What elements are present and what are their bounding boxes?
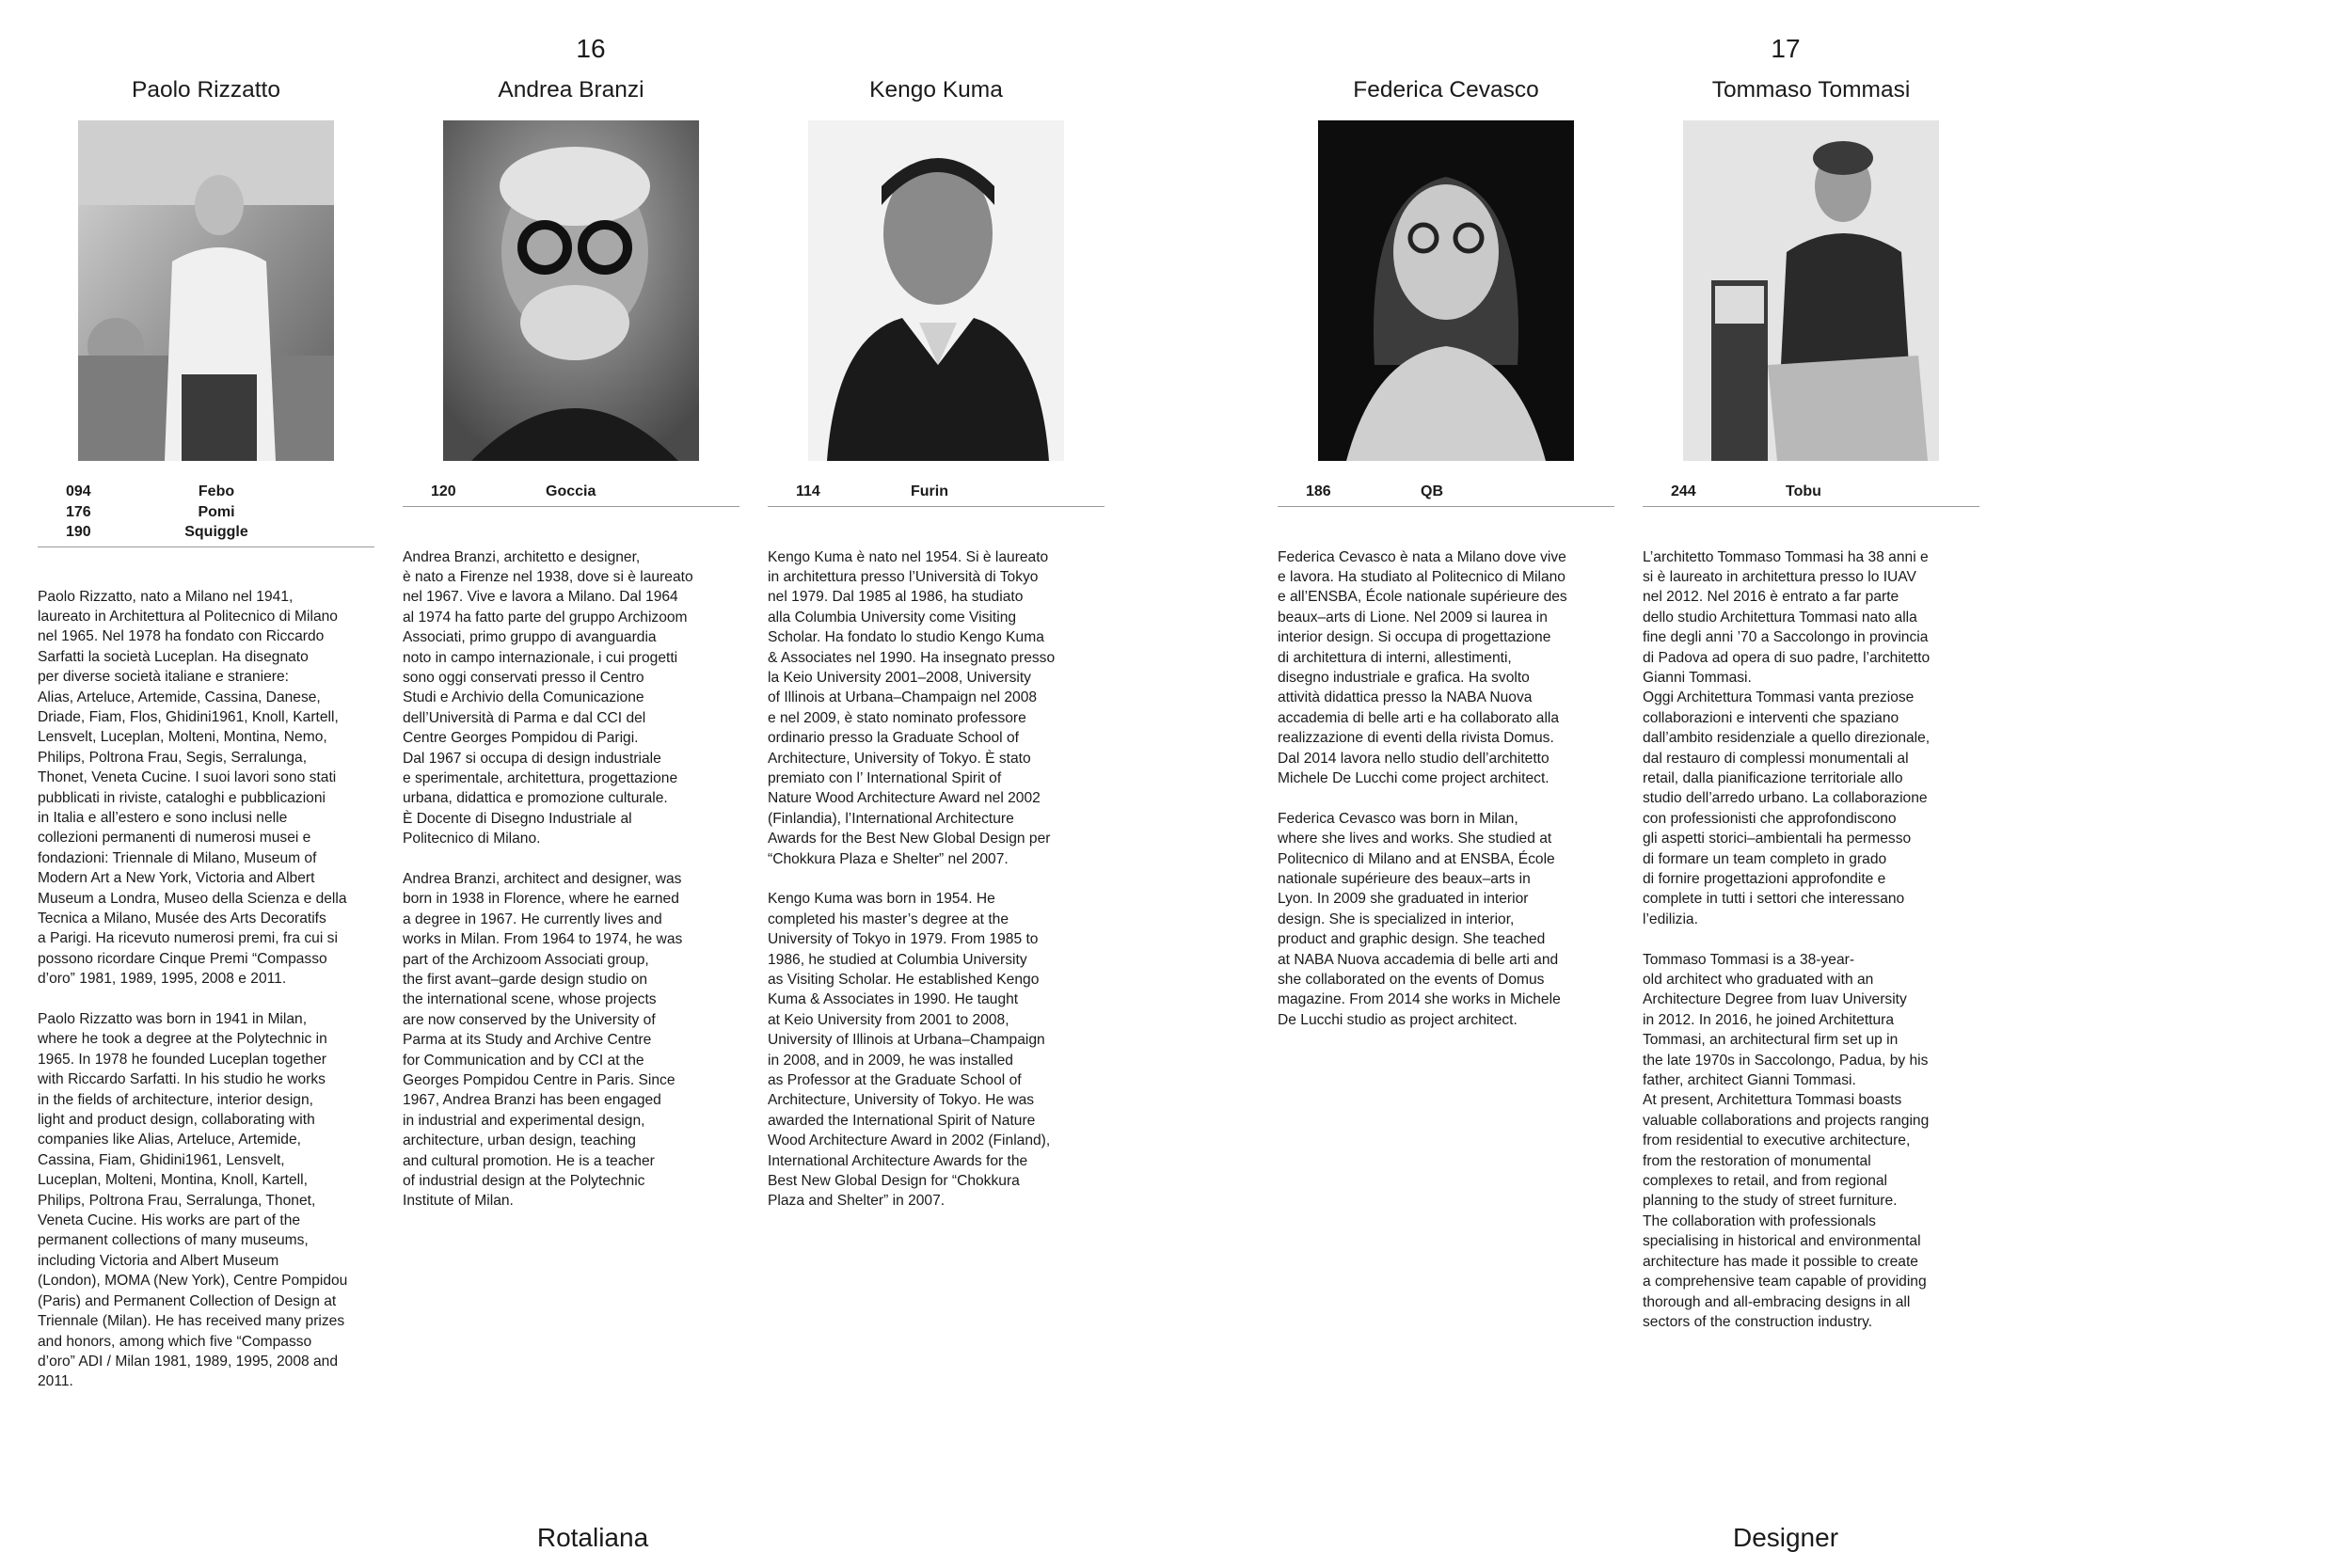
designer-portrait xyxy=(443,120,699,461)
designer-bio xyxy=(1278,547,1614,1031)
product-code: 176 xyxy=(66,503,91,520)
product-name: Goccia xyxy=(546,483,596,499)
product-name: Pomi xyxy=(198,503,235,520)
designer-column-cevasco xyxy=(1278,73,1614,1051)
designer-column-kuma xyxy=(768,73,1104,1231)
designer-bio xyxy=(768,547,1104,1212)
product-row xyxy=(38,522,374,543)
designer-column-branzi xyxy=(403,73,739,1231)
product-name: Furin xyxy=(911,483,948,499)
page-number-right: 17 xyxy=(1771,34,1801,63)
product-list xyxy=(38,482,374,547)
designer-bio xyxy=(38,587,374,1392)
bio-english: Andrea Branzi, architect and designer, was born in 1938 in Florence, where he earned a degree in 1967. He currently lives and works in Milan. From 1964 to 1974, he was part of the Archizoom Associati group, the first avant–garde design studio on the international scene, whose projects are now conserved by the University of Parma at its Study and Archive Centre for Communication and by CCI at the Georges Pompidou Centre in Paris. Since 1967, Andrea Branzi has been engaged in industrial and experimental design, architecture, urban design, teaching and cultural promotion. He is a teacher of industrial design at the Polytechnic Institute of Milan. xyxy=(403,870,683,1210)
product-row xyxy=(1278,482,1614,502)
product-row xyxy=(1643,482,1979,502)
product-code: 094 xyxy=(66,483,91,499)
designer-column-rizzatto xyxy=(38,73,374,1412)
footer-brand: Rotaliana xyxy=(536,1523,649,1552)
designer-portrait xyxy=(808,120,1064,461)
product-code: 120 xyxy=(431,483,456,499)
product-name: Squiggle xyxy=(184,524,248,540)
bio-italian: Paolo Rizzatto, nato a Milano nel 1941, laureato in Architettura al Politecnico di Milano nel 1965. Nel 1978 ha fondato con Riccardo Sarfatti la società Luceplan. Ha disegnato per diverse società italiane e straniere: Alias, Arteluce, Artemide, Cassina, Danese, Driade, Fiam, Flos, Ghidini1961, Knoll, Kartell, Lensvelt, Luceplan, Molteni, Montina, Nemo, Philips, Poltrona Frau, Segis, Serralunga, Thonet, Veneta Cucine. I suoi lavori sono stati pubblicati in riviste, cataloghi e pubblicazioni in Italia e all’estero e sono inclusi nelle collezioni permanenti di numerosi musei e fondazioni: Triennale di Milano, Museum of Modern Art a New York, Victoria and Albert Museum a Londra, Museo della Scienza e della Tecnica a Milano, Musée des Arts Decoratifs a Parigi. Ha ricevuto numerosi premi, fra cui si possono ricordare Cinque Premi “Compasso d’oro” 1981, 1989, 1995, 2008 e 2011. xyxy=(38,588,347,988)
bio-italian: Kengo Kuma è nato nel 1954. Si è laureato in architettura presso l’Università di Tokyo nel 1979. Dal 1985 al 1986, ha studiato alla Columbia University come Visiting Scholar. Ha fondato lo studio Kengo Kuma & Associates nel 1990. Ha insegnato presso la Keio University 2001–2008, University of Illinois at Urbana–Champaign nel 2008 e nel 2009, è stato nominato professore ordinario presso la Graduate School of Architecture, University of Tokyo. È stato premiato con l’ International Spirit of Nature Wood Architecture Award nel 2002 (Finlandia), l’International Architecture Awards for the Best New Global Design per “Chokkura Plaza e Shelter” nel 2007. xyxy=(768,548,1056,867)
bio-english: Kengo Kuma was born in 1954. He completed his master’s degree at the University of Tokyo in 1979. From 1985 to 1986, he studied at Columbia University as Visiting Scholar. He established Kengo Kuma & Associates in 1990. He taught at Keio University from 2001 to 2008, University of Illinois at Urbana–Champaign in 2008, and in 2009, he was installed as Professor at the Graduate School of Architecture, University of Tokyo. He was awarded the International Spirit of Nature Wood Architecture Award in 2002 (Finland), International Architecture Awards for the Best New Global Design for “Chokkura Plaza and Shelter” in 2007. xyxy=(768,891,1051,1210)
designer-name: Tommaso Tommasi xyxy=(1711,77,1911,103)
product-row xyxy=(38,482,374,502)
product-list xyxy=(1643,482,1979,507)
designer-bio xyxy=(403,547,739,1212)
page-number-left: 16 xyxy=(576,34,606,63)
product-list xyxy=(768,482,1104,507)
product-code: 244 xyxy=(1671,483,1696,499)
product-row xyxy=(768,482,1104,502)
designer-name: Kengo Kuma xyxy=(869,77,1003,103)
designer-name: Paolo Rizzatto xyxy=(132,77,280,103)
designer-bio xyxy=(1643,547,1979,1333)
footer-section: Designer xyxy=(1732,1523,1839,1552)
product-code: 190 xyxy=(66,524,91,540)
designer-name: Federica Cevasco xyxy=(1353,77,1539,103)
product-list xyxy=(1278,482,1614,507)
designer-column-tommasi xyxy=(1643,73,1979,1353)
product-row xyxy=(38,502,374,523)
product-code: 186 xyxy=(1306,483,1331,499)
designer-portrait xyxy=(1318,120,1574,461)
product-name: Tobu xyxy=(1786,483,1821,499)
product-row xyxy=(403,482,739,502)
product-name: Febo xyxy=(198,483,235,499)
bio-italian: Andrea Branzi, architetto e designer, è nato a Firenze nel 1938, dove si è laureato nel 1967. Vive e lavora a Milano. Dal 1964 al 1974 ha fatto parte del gruppo Archizoom Associati, primo gruppo di avanguardia noto in campo internazionale, i cui progetti sono oggi conservati presso il Centro Studi e Archivio della Comunicazione dell’Università di Parma e dal CCI del Centre Georges Pompidou di Parigi. Dal 1967 si occupa di design industriale e sperimentale, architettura, progettazione urbana, didattica e promozione culturale. È Docente di Disegno Industriale al Politecnico di Milano. xyxy=(403,548,693,847)
product-name: QB xyxy=(1421,483,1443,499)
designer-name: Andrea Branzi xyxy=(498,77,644,103)
designer-portrait xyxy=(1683,120,1939,461)
product-code: 114 xyxy=(796,483,820,499)
designer-portrait xyxy=(78,120,334,461)
bio-english: Tommaso Tommasi is a 38-year- old architect who graduated with an Architecture Degree from Iuav University in 2012. In 2016, he joined Architettura Tommasi, an architectural firm set up in the late 1970s in Saccolongo, Padua, by his father, architect Gianni Tommasi. At present, Architettura Tommasi boasts valuable collaborations and projects ranging from residential to executive architecture, from the restoration of monumental complexes to retail, and from regional planning to the study of street furniture. The collaboration with professionals specialising in historical and environmental architecture has made it possible to create a comprehensive team capable of providing thorough and all-embracing designs in all sectors of the construction industry. xyxy=(1643,951,1930,1330)
bio-english: Paolo Rizzatto was born in 1941 in Milan, where he took a degree at the Polytechnic in 1965. In 1978 he founded Luceplan together with Riccardo Sarfatti. In his studio he works in the fields of architecture, interior design, light and product design, collaborating with companies like Alias, Arteluce, Artemide, Cassina, Fiam, Ghidini1961, Lensvelt, Luceplan, Molteni, Montina, Knoll, Kartell, Philips, Poltrona Frau, Serralunga, Thonet, Veneta Cucine. His works are part of the permanent collections of many museums, including Victoria and Albert Museum (London), MOMA (New York), Centre Pompidou (Paris) and Permanent Collection of Design at Triennale (Milan). He has received many prizes and honors, among which five “Compasso d’oro” ADI / Milan 1981, 1989, 1995, 2008 and 2011. xyxy=(38,1011,348,1390)
bio-italian: L’architetto Tommaso Tommasi ha 38 anni e si è laureato in architettura presso lo IUAV nel 2012. Nel 2016 è entrato a far parte dello studio Architettura Tommasi nato alla fine degli anni ’70 a Saccolongo in provincia di Padova ad opera di suo padre, l’architetto Gianni Tommasi. Oggi Architettura Tommasi vanta preziose collaborazioni e interventi che spaziano dall’ambito residenziale a quello direzionale, dal restauro di complessi monumentali al retail, dalla pianificazione territoriale allo studio dell’arredo urbano. La collaborazione con professionisti che approfondiscono gli aspetti storici–ambientali ha permesso di formare un team completo in grado di fornire progettazioni approfondite e complete in tutti i settori che interessano l’edilizia. xyxy=(1643,548,1931,927)
bio-italian: Federica Cevasco è nata a Milano dove vive e lavora. Ha studiato al Politecnico di Milano e all’ENSBA, École nationale supérieure des beaux–arts di Lione. Nel 2009 si laurea in interior design. Si occupa di progettazione di architettura di interni, allestimenti, disegno industriale e grafica. Ha svolto attività didattica presso la NABA Nuova accademia di belle arti e ha collaborato alla realizzazione di eventi della rivista Domus. Dal 2014 lavora nello studio dell’architetto Michele De Lucchi come project architect. xyxy=(1278,548,1567,786)
product-list xyxy=(403,482,739,507)
bio-english: Federica Cevasco was born in Milan, where she lives and works. She studied at Politecnico di Milano and at ENSBA, École nationale supérieure des beaux–arts in Lyon. In 2009 she graduated in interior design. She is specialized in interior, product and graphic design. She teached at NABA Nuova accademia di belle arti and she collaborated on the events of Domus magazine. From 2014 she works in Michele De Lucchi studio as project architect. xyxy=(1278,810,1561,1028)
